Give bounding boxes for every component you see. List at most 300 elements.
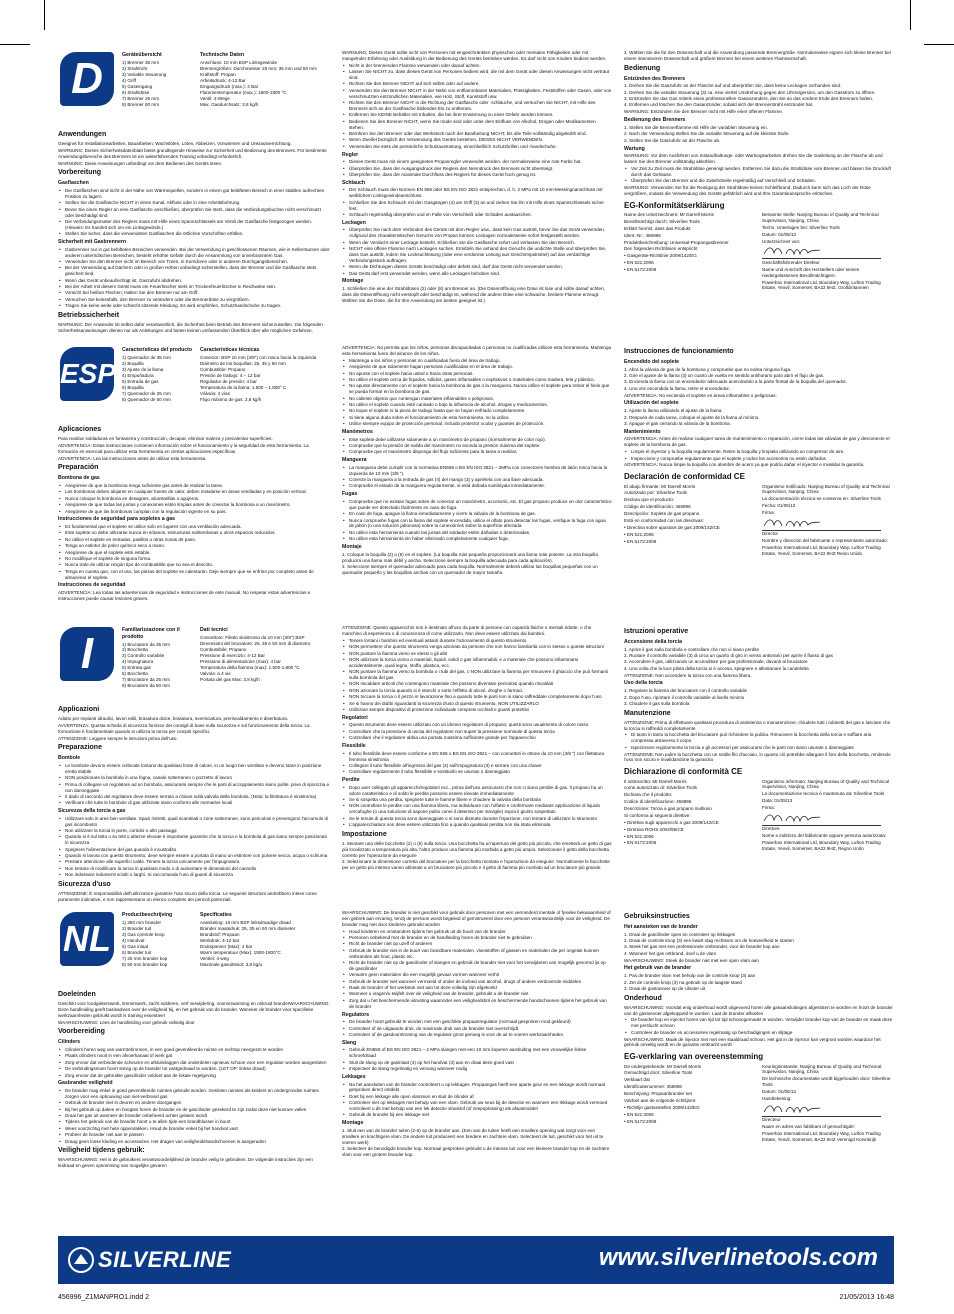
list-item: • Gebruik de brander bij een lekkage niet (342, 1112, 612, 1118)
list-item: • Compruebe que la presión de salida del manómetro no exceda la presión máxima del soplete. (342, 443, 612, 449)
item-entry: 4) Handvat (122, 937, 145, 943)
language-badge: ESP (60, 347, 114, 401)
section-heading: Applicazioni (58, 706, 100, 713)
spec-entry: Flammentemperatur (max.): 1500-1800 °C (200, 89, 287, 95)
spec-entry: Anschluss: 10 mm BSP Linksgewinde (200, 59, 278, 65)
list-item: • Controleer of de gasdoorstroming van de regulator groot genoeg is voor de uit te voeren werkzaamheden (342, 1032, 612, 1038)
spec-entry: Temperatura della fiamma (max): 1.500-1.800 °C (200, 664, 300, 670)
declaration-line: Verklaart dat (624, 1077, 650, 1083)
declaration-grid (624, 779, 894, 853)
bullet-list (342, 159, 612, 178)
item-entry: 2) Strahlrohr (122, 65, 148, 71)
list-item: • Überprüfen Sie, dass der maximale Durchfluss des Reglers für dieses Gerät hoch genug ist. (342, 172, 612, 178)
list-item: • Wenn das Gerät unbeaufsichtigt ist, Gaszufuhr abdrehen. (58, 278, 330, 284)
list-item: • Zorg ervoor dat de gebruikte gascilinder voldoet aan de lokale regelgeving (58, 1073, 330, 1079)
list-item: • Verwenden Sie den Brenner NICHT in der Nähe von entflammbaren Materialien, Flüssigkeiten, Feststoffen oder Gasen, oder von verschmutzten entzündlichen Materialien, wie Holz, Stoff, Kunststoff usw. (342, 88, 612, 100)
list-item: • Limpie el inyector y la boquilla regularmente. Retire la boquilla y limpiela utilizando un compresor de aire. (624, 449, 894, 455)
bullet-list (342, 1082, 612, 1119)
subsection-heading: Wartung (624, 145, 645, 152)
list-item: • Bij het gebruik op daken en hoogtes horen de brander en de gascilinder gezekerd te zijn zodat deze niet kunnen vallen (58, 1107, 330, 1113)
paragraph: Adatto per impianti idraulici, lavori edili, brasatura dolce, brasatura, sverniciatura, preriscaldamento e diserbatura. (58, 715, 289, 721)
silverline-logo-icon (68, 1247, 94, 1273)
list-item: • Non utilizzare la torcia in porte, corridoi o altri passaggi (58, 828, 330, 834)
list-item: • Prestare attenzione alle superfici calde. Tenere la torcia unicamente per l'impugnatura (58, 859, 330, 865)
list-item: • Richt de brander niet op uzelf of anderen (342, 941, 612, 947)
subsection-heading: Slang (342, 1039, 357, 1046)
declaration-line: • EN 5172:2006 (624, 1118, 657, 1124)
item-entry: 4) Impugnatura (122, 659, 154, 665)
paragraph: Geschikt voor loodgieterswerk, timmerwerk, zacht solderen, verf verwijdering, voorverwarming en onkruid branderWAARSCHUWING: Deze handleiding geeft basisadvies over de veiligheid bij, en het gebruik van de brander. Wanneer de brander voor specifieke werkzaamheden gebruikt wordt is training essentieel (58, 1000, 330, 1018)
section-nl (58, 910, 894, 1228)
declaration-line: Firma: (762, 510, 776, 516)
list-item: • Richten Sie den Brenner NICHT auf sich selbst oder auf andere. (342, 81, 612, 87)
declaration-line: • EN 521:2006 (624, 1111, 654, 1117)
bullet-list (624, 732, 894, 750)
section-heading: Preparazione (58, 744, 102, 752)
declaration-right (762, 484, 894, 558)
paragraph: WAARSCHUWING: Het is de gebruikers verantwoordelijkheid de brander veilig te gebruiken. De volgende instructies zijn een leidraad en geven opsomming van mogelijke gevaren (58, 1157, 313, 1169)
paragraph: ADVERTENCIA: No permita que los niños, personas discapacitadas o personas no cualificadas utilicen esta herramienta. Mantenga esta herramienta fuera del alcance de los niños. (342, 345, 612, 356)
item-entry: 1) Bruciatore da 35 mm (122, 641, 170, 647)
bullet-list (342, 785, 612, 828)
list-item: 4. Entfernen und löschen Sie den Gasanzünder, sobald sich der Brennerstrahl entzündet hat. (624, 102, 814, 108)
bullet-list (342, 437, 612, 456)
declaration-line: Name des Unterzeichners: Mr Darrell Morris (624, 212, 714, 218)
subsection-heading: Gasflaschen (58, 180, 89, 187)
spec-entry: Drukspanner (Max): 4 bar (200, 943, 253, 949)
list-item: • Verwenden Sie den Brenner nicht im Bereich von Türen, in Korridoren oder in anderen Durchgangsbereichen. (58, 259, 330, 265)
numbered-list (624, 647, 894, 672)
subsection-heading: Instrucciones de seguridad (58, 582, 126, 589)
list-item: 4. Wanneer het gas ontbrand, doof u de vlam (624, 950, 717, 956)
spec-entry: Max. Gasdurchsatz: 3,8 kg/h (200, 101, 259, 107)
item-entry: 5) Gas inlaat (122, 943, 149, 949)
declaration-line: • EN 521:2006 (624, 260, 654, 266)
numbered-list (342, 552, 612, 576)
list-item: • Der Schlauch muss den Normen EN 559 oder BS EN ISO 3821 entsprechen, d. h. 2 MPa mit 10 mm-Messingnanschluss mit weiblichem Linksgewindeanschluss. (342, 187, 612, 199)
list-item: • Non indossare indumenti sciolti o larghi. Si raccomanda l'uso di guanti di sicurezza (58, 872, 330, 878)
declaration-line: Name und Anschrift des Herstellers oder seines niedergelassenen Bevollmächtigten: (762, 266, 860, 278)
declaration-line: Powerbox International Ltd, Boundary Way, Lufton Trading Estate, Yeovil, Somerset, BA22 8HZ, Großbritannien (762, 279, 881, 291)
list-item: • Richten Sie den Brenner NICHT in die Richtung der Gasflasche oder -schläuche, und versuchen Sie NICHT, mit Hilfe des Brenners sich an der Gasflasche bildendes Eis zu entfernen. (342, 100, 612, 112)
product-items (122, 52, 196, 108)
product-items (122, 912, 196, 968)
declaration-line: De technische documentatie wordt bijgehouden door: Silverline Tools (762, 1076, 891, 1088)
list-item: • Lassen Sie NICHT zu, dass dieses Gerät von Personen bedient wird, die mit dem Gerät oder diesen Anweisungen nicht vertraut sind. (342, 69, 612, 81)
subsection-heading: Schlauch (342, 179, 366, 186)
language-badge: NL (60, 912, 114, 966)
section-heading: Veiligheid tijdens gebruik: (58, 1147, 145, 1155)
declaration-line: Handtekening: (762, 1095, 792, 1101)
spec-entry: Combustibile: Propano (200, 646, 247, 652)
bullet-list (624, 1017, 894, 1035)
item-entry: 8) Bruciatore da 50 mm (122, 683, 170, 689)
list-item: • Gebruik de brander niet in deuren en andere doorgangen (58, 1100, 330, 1106)
subsection-heading: Manómetros (342, 428, 373, 435)
list-item: • Este soplete no debe utilizarse nunca en sótanos, estructuras subterráneas u otros espacios reducidos. (58, 530, 330, 536)
list-item: 4. Una volta che la luce pilota della torcia si è accesa, spegnere e allontanare la candeletta (624, 665, 809, 671)
spec-entry: Regulador de presión: 4 bar (200, 378, 257, 384)
list-item: • Controllare che la pressione di uscita del regolatore non superi la pressione nominale di questa torcia (342, 729, 612, 735)
list-item: 1. Regolare la fiamma del bruciatore con il controllo variabile (624, 688, 748, 694)
list-item: 2. Dopo l'uso, riportare il controllo variabile al livello minimo (624, 694, 745, 700)
bullet-list (342, 499, 612, 542)
column-3 (624, 345, 894, 620)
bullet-list (342, 358, 612, 427)
list-item: 2. Ruotare il controllo variabile (3) di circa un quarto di giro in senso antiorario per aprire il flusso di gas (624, 652, 833, 658)
list-item: • No modifique el soplete de ninguna forma. (58, 556, 330, 562)
bullet-list (624, 166, 894, 184)
subsection-heading: Regolatori (342, 714, 368, 721)
paragraph: ADVERTENCIA: Estas instrucciones contienen información sobre el funcionamiento y la seguridad de esta herramienta. La formación es esencial para utilizar esta herramienta en ciertas aplicaciones específicas. (58, 442, 309, 454)
spec-entry: Dimensioni del bruciatore: 25, 35 e 50 mm di diametro (200, 640, 311, 646)
paragraph: WAARSCHUWING: De brander is niet geschikt voor gebruik door personen met een verminderd mentale of fysieke bekwaamheid of een gebrek aan ervaring, tenzij de persoon wordt begeleid of geïnstrueerd door een persoon verantwoordelijk voor de veiligheid. De brander mag niet door kinderen gebruikt worden (342, 910, 611, 927)
spec-entry: Maximale gasuitstoot: 3,8 kg/u (200, 961, 263, 967)
specifications (200, 52, 328, 108)
list-item: • Berühren Sie den Brenner oder das Werkstück nach der Bearbeitung NICHT, bis alle Teile vollständig abgekühlt sind. (342, 131, 612, 137)
bullet-list (342, 751, 612, 776)
list-item: • Cilinders horen weg van warmtebronnen, in een goed geventileerde ruimte en rechtop neergezet te worden (58, 1047, 330, 1053)
list-item: • Ispezionare regolarmente la torcia e gli accessori per assicurarsi che le parti non siano usurate o danneggiate (624, 745, 894, 751)
declaration-left (624, 212, 756, 292)
signature-rule (762, 258, 881, 259)
declaration-line: Código de identificación: 456996 (624, 504, 691, 510)
spec-entry: Kraftstoff: Propan (200, 71, 236, 77)
items-title: Productbeschrijving (122, 912, 173, 918)
numbered-list (624, 367, 894, 392)
subsection-heading: Bedienung des Brenners (624, 117, 686, 124)
paragraph: WAARSCHUWING: Maak de injector niet met een staaldraad schoon. Het gat in de injector kan vergroot worden waardoor het gebruik onveilig wordt en de garantie ontkracht wordt (624, 1036, 881, 1048)
declaration-line: Nome e indirizzo del fabbricante oppure persona autorizzata: (762, 833, 887, 839)
list-item: • Utilizzare sempre dispositivi di protezione individuale compresi occhiali e guanti protettivi (342, 707, 612, 713)
subsection-heading: Sicherheit mit Gasbrennern (58, 239, 127, 246)
list-item: • En caso de fuga, apague la llama inmediatamente y cierre la válvula de la bombona de gas. (342, 511, 612, 517)
declaration-line: Voldoet aan de volgende richtlijnen: (624, 1097, 697, 1103)
item-entry: 7) 25 mm brander kop (122, 955, 168, 961)
declaration-line: Descrizione: Torcia a gas propano multiuso (624, 806, 712, 812)
bullet-list (342, 187, 612, 217)
declaration-line: come autorizzato di: Silverline Tools (624, 785, 697, 791)
list-item: 1. Ajuste la llama utilizando el ajuste de la llama. (624, 408, 723, 414)
subsection-heading: Encendido del soplete (624, 358, 680, 365)
column-1 (58, 625, 330, 905)
spec-entry: Werkdruk: 4-12 bar (200, 937, 240, 943)
item-entry: 6) Brander tuit (122, 949, 152, 955)
list-item: 2. Wählen Sie die für den Düsenschaft und die Anwendung passende Brennergröße. Normalerweise eignen sich kleine Brenner bei einem intensiveren Düsenschaft und größere Brenner bei einem weiteren Flammenschaft. (624, 50, 891, 61)
list-item: • No apunte directamente con el soplete hacia la bombona de gas o la manguera. Nunca utilice el soplete para retirar el hielo que se pueda formar en la bombona de gas. (342, 383, 612, 395)
declaration-line: • EN 521:2006 (624, 531, 654, 537)
list-item: 3. Chiudere il gas sulla bombola (624, 700, 690, 706)
paragraph: ATTENZIONE: Non pulire la bocchetta con un sottile filo d'acciaio, in quanto ciò potrebbe allargare il foro della bocchetta, rendendo l'uso non sicuro e invalidandone la garanzia (624, 751, 891, 763)
list-item: • Bei der Verwendung auf Dächern oder in großen Höhen unbedingt sicherstellen, dass der Brenner und die Gasflasche stets gesichert sind. (58, 265, 330, 277)
list-item: • Bevor Sie einen Regler an eine Gasflasche anschließen, überprüfen Sie stets, dass die Verbindungsbuchse nicht verschmutzt oder beschädigt sind. (58, 207, 330, 219)
list-item: • Verwenden Sie stets die persönliche Schutzausrüstung, einschließlich Schutzbrillen und -handschuhe. (342, 144, 612, 150)
paragraph: WARNUNG: Der Anwender ist selbst dafür verantwortlich, die Sicherheit beim Betrieb des Brenners sicherzustellen. Die folgenden Sicherheitsanweisungen dienen nur als Anleitungen und bieten keinen umfassenden Überblick über alle möglichen Gefahren. (58, 321, 323, 333)
bullet-list (342, 227, 612, 276)
bullet-list (58, 816, 330, 878)
list-item: • Si tiene alguna duda sobre el funcionamiento de esta herramienta, no la utilice. (342, 415, 612, 421)
bullet-list (342, 638, 612, 713)
signature (762, 245, 894, 257)
list-item: • Wees voorzichtig met hete oppervlakken. Houd de brander enkel bij het handvat vast (58, 1126, 330, 1132)
bullet-list (58, 763, 330, 806)
paragraph: Geeignet für Installationsarbeiten, Bauarbeiten, Wachslöten, Löten, Abbeizen, Vorwärmen und Unkrautvernichtung. (58, 140, 292, 146)
declaration-line: Declara que el producto: (624, 497, 675, 503)
declaration-line: Gemachtigd door: Silverline Tools (624, 1070, 693, 1076)
specs-title: Características técnicas (200, 347, 260, 353)
declaration-line: Identificatienummer: 456996 (624, 1084, 682, 1090)
language-badge: I (60, 627, 114, 681)
signature-icon (762, 812, 822, 824)
list-item: • Entfernen Sie KEINE Behälter mit Inhalten, die bei ihrer Erwärmung zu einer Gefahr werden können. (342, 112, 612, 118)
column-1 (58, 50, 330, 340)
declaration-line: Naam en adres van fabrikant of gemachtigde: (762, 1124, 855, 1130)
list-item: • Versuchen Sie keinesfalls, den Brenner zu verändern oder die Brennerdüse zu vergrößern. (58, 297, 330, 303)
website-url[interactable]: www.silverlinetools.com (598, 1244, 878, 1271)
list-item: 3. Accendere il gas, utilizzando un accenditore per gas professionale, davanti al bruciatore (624, 659, 808, 665)
subsection-heading: Manguera (342, 457, 367, 464)
list-item: • No utilice el soplete cuando esté cansado o bajo la influencia de alcohol, drogas y medicamentos. (342, 402, 612, 408)
list-item: • NON controllare le perdite con una fiamma libera, ma individuare con l'olfatto e confermare mediante applicazione di liquido cercafughe (o una soluzione di sapone pulito come il detersivo per stoviglie) sopra il giunto sospettato (342, 803, 612, 815)
list-item: 3. Stellen Sie die Gaszufuhr an der Flasche ab. (624, 137, 721, 143)
numbered-list (624, 688, 894, 707)
list-item: • Utilice siempre equipo de protección personal, incluido protector ocular y guantes de protección. (342, 421, 612, 427)
list-item: • Asegúrese de que el soplete esté estable. (58, 550, 330, 556)
list-item: • Die Verbindungsmutter des Reglers muss mit Hilfe eines Spannschlüssels am Ventil der Gasflasche festgezogen werden. (Hinweis: Es handelt sich um ein Linksgewinde.) (58, 219, 330, 231)
language-badge: D (60, 52, 114, 106)
section-heading: Betriebssicherheit (58, 311, 120, 319)
list-item: 2. Zet de controle knop (3) na gebruik op de laagste stand (624, 979, 742, 985)
column-2 (342, 50, 612, 340)
paragraph: ATTENZIONE: È responsabilità dell'utilizzatore garantire l'uso sicuro della torcia. Le seguenti istruzioni andrebbero intese come puramente indicative, e non rappresentano un elenco completo dei pericoli potenziali. (58, 891, 317, 902)
declaration-line: Organismo notificado: Nanjing Bureau of Quality and Technical Supervision, Nanjing, China (762, 483, 890, 495)
list-item: 1. Montare una delle bocchette (2) o (6) sulla torcia. Una bocchetta ha un'apertura del getto più piccola, che emetterà un getto di gas più localizzato a temperatura più alta, l'altro produce una fiamma più morbida a getto più ampio. Selezionare il getto della bocchetta corretto per l'operazione da eseguire (342, 840, 612, 858)
numbered-list (624, 973, 894, 992)
list-item: • Probeer de brander niet aan te passen (58, 1132, 330, 1138)
item-entry: 3) Ajuste de la llama (122, 366, 164, 372)
list-item: 1. Stellen Sie die Brennerflamme mit Hilfe der variablen Steuerung ein. (624, 124, 769, 130)
list-item: • Wenn die Dichtungen dieses Geräts beschädigt oder defekt sind, darf das Gerät nicht verwendet werden. (342, 264, 612, 270)
declaration-line: • Directiva sobre aparatos de gas 2009/142/CE (624, 524, 720, 530)
spec-entry: Aansluiting: 10 mm BSP linksdraadige draad (200, 919, 291, 925)
list-item: 2. Gire el ajuste de la llama (3) un cuarto de vuelta en sentido antihorario para abrir el flujo de gas. (624, 372, 825, 378)
list-item: • Dieses Gerät muss mit einem geeigneten Propanregler verwendet werden, der normalerweise eine rote Farbe hat. (342, 159, 612, 165)
specifications (200, 347, 328, 403)
file-slug: 456996_Z1MANPRO1.indd 2 (58, 1294, 150, 1301)
subsection-heading: Instrucciones de seguridad para sopletes a gas (58, 516, 176, 523)
paragraph: WARNUNG: Vor dem Ausführen von Instandhaltungs- oder Wartungsarbeiten drehen Sie die Gasleitung an der Flasche ab und lassen Sie den Brenner vollständig abkühlen. (624, 153, 883, 165)
section-heading: Manutenzione (624, 709, 671, 717)
paragraph: ADVERTENCIA: No encienda el soplete en áreas inflamables o peligrosas. (624, 392, 777, 398)
list-item: • Houd kinderen en omstanders tijdens het gebruik uit de buurt van de brander (342, 929, 612, 935)
spec-entry: Válvula: 4 vías (200, 390, 230, 396)
list-item: • Nicht in der brennenden Flamme verwenden oder darauf achten. (342, 63, 612, 69)
list-item: • Collegare il tubo flessibile all'ingresso del gas (4) sull'impugnatura (3) e serrare con una chiave (342, 763, 612, 769)
item-entry: 7) Bruciatore da 25 mm (122, 677, 170, 683)
item-entry: 3) Variable Steuerung (122, 71, 167, 77)
section-heading: Bedienung (624, 64, 661, 72)
logo-text: SILVERLINE (98, 1247, 232, 1272)
section-heading: Gebruiksinstructies (624, 913, 690, 920)
declaration-grid (624, 1064, 894, 1144)
list-item: • Controllare che il regolatore abbia una portata massima sufficiente grande per l'apparecchio (342, 735, 612, 741)
list-item: • Es fundamental que el soplete se utilice solo en lugares con una ventilación adecuada. (58, 524, 330, 530)
print-timestamp: 21/05/2013 16:48 (839, 1294, 894, 1301)
declaration-line: Powerbox International Ltd, Boundary Way, Lufton Trading Estate, Yeovil, Somerset, BA22 8HZ Verenigd Koninkrijk (762, 1131, 881, 1142)
list-item: • De verbindingsmoer hoort stevig op de brander tot vastgedraaid te worden. (LET OP: linkse draad) (58, 1066, 330, 1072)
list-item: 3. Steek het gas met een professionele ontbrander, voor de brander kop aan (624, 944, 780, 950)
list-item: • Na het aansluiten van de brander controleert u op lekkages. Propaangas heeft een aparte geur en een lekkage wordt normaal gesproken direct ontdekt (342, 1082, 612, 1094)
list-item: • Compruebe que no existan fugas antes de conectar un manómetro, accesorio, etc. El gas propano produce un olor característico que puede ser detectado fácilmente en caso de fuga. (342, 499, 612, 511)
list-item: • NON permettere che questo strumento venga azionato da persone che non hanno familiarità con lo stesso o queste istruzioni (342, 644, 612, 650)
spec-entry: Temperatura de la llama: 1.500 – 1.800° C (200, 384, 287, 390)
list-item: 1. Drehen Sie die Gaszufuhr an der Flasche auf und überprüfen Sie, dass keine Leckagen vorhanden sind. (624, 83, 842, 89)
declaration (624, 1052, 894, 1143)
list-item: • Vor Zeit zu Zeit muss die Strahldüse gereinigt werden. Entfernen Sie dazu die Strahldüse vom Brenner und blasen Sie Druckluft durch das Gehäuse. (624, 166, 894, 178)
list-item: • Tragen Sie keine weite oder schlecht sitzende Kleidung. Es wird empfohlen, Schutzhandschuhe zu tragen. (58, 303, 330, 309)
declaration-line: • EN 5172:2006 (624, 267, 657, 273)
bullet-list (58, 524, 330, 580)
section-heading: Preparación (58, 464, 99, 472)
bullet-list (342, 929, 612, 1010)
subsection-heading: Lekkages (342, 1073, 366, 1080)
section-d (58, 50, 894, 340)
spec-entry: Brennergrößen: Durchmesser 25 mm; 35 mm und 50 mm (200, 65, 317, 71)
list-item: • Gebruik de brander niet wanneer vermoeid of onder de invloed van alcohol, drugs of andere verdovende middelen (342, 979, 612, 985)
bullet-list (58, 247, 330, 309)
list-item: • Richt de brander niet op de gascilinder of slangen en gebruik de brander niet voor het verwijderen van mogelijk gevormd ijs op de gascilinder (342, 960, 612, 972)
subsection-heading: Het gebruik van de brander (624, 965, 692, 972)
list-item: • Tenere lontani i bambini ed eventuali astanti durante l'azionamento di questo strumento (342, 638, 612, 644)
item-entry: 4) Griff (122, 77, 136, 83)
list-item: • Se si sospetta una perdita, spegnere tutte le fiamme libere e chiudere la valvola della bombola (342, 797, 612, 803)
list-item: • Bedienen Sie den Brenner NICHT, wenn Sie müde sind oder unter dem Einfluss von Alkohol, Drogen oder Medikamenten stehen. (342, 119, 612, 131)
spec-entry: Pressione di alimentazione (max): 4 bar (200, 658, 281, 664)
list-item: • Se si hanno dei dubbi riguardanti la sicurezza d'uso di questo strumento, NON UTILIZZARLO (342, 701, 612, 707)
spec-entry: Valvola: a 4 vie (200, 670, 231, 676)
list-item: • Überprüfen Sie, dass der Ausgangsdruck des Reglers den Nenndruck des Brenners nicht übersteigt. (342, 166, 612, 172)
list-item: • Nunca compruebe fugas con la llama del soplete encendida, utilice el olfato para detectar las fugas, verifique la fuga con agua de jabón (o una solución jabonosa) sobre la conexión/es sobre la superficie afectada. (342, 518, 612, 530)
item-entry: 2) Bocchetta (122, 647, 148, 653)
declaration-line: La documentazione tecnica è mantenuta da: Silverline Tools (762, 791, 885, 797)
subsection-heading: Fugas (342, 491, 358, 498)
silverline-logo (68, 1246, 231, 1274)
list-item: 1. Abra la válvula de gas de la bombona y compruebe que no exista ninguna fuga. (624, 366, 792, 372)
list-item: 2. Draai de controle knop (3) een kwart slag rechtsom om de hoeveelheid te starten (624, 937, 794, 943)
signature-icon (762, 1103, 822, 1115)
list-item: • Gasbrenner nur in gut belüfteten Bereichen verwenden. Bei der Verwendung in geschlossenen Räumen, wie in Kellerräumen oder anderen unterirdischen Bereichen, besteht erhöhte Gefahr durch die Ansammlung von unverbranntem Gas. (58, 247, 330, 259)
subsection-heading: Regulators (342, 1011, 370, 1018)
paragraph: WAARSCHUWING: Voordat enig onderhoud wordt uitgevoerd horen alle gasaansluitingen afgesloten te worden en hoort de brander van de gastoevoer afgekoppeld te worden. Laat de brander afkoelen (624, 1004, 893, 1016)
list-item: • Tijdens het gebruik van de brander hoort u te allen tijde een brandblusser in buurt (58, 1119, 330, 1125)
subsection-heading: Sicurezza della torcia a gas (58, 808, 126, 815)
spec-entry: Portata del gas Max: 3,8 kg/h (200, 676, 260, 682)
list-item: 1. Sluit een van de brander tuiten (2-6) op de brander aan. (Een van de tuiten heeft een smallere opening wat zorgt voor een smallere en krachtigere vlam. De andere tuit produceert een bredere en zachtere vlam. Selecteert de tuit, geschikt voor het uit te voeren werk) (342, 1128, 604, 1145)
declaration-line: El abajo firmante: Mr Darrell Morris (624, 483, 696, 489)
list-item: • La manguera debe cumplir con la normativa EN559 o BS EN ISO 3821 – 2MPa con conectores hembra de latón rosca hacia la izquierda de 10 mm (3/8 "). (342, 465, 612, 477)
subsection-heading: Leckagen (342, 219, 366, 226)
list-item: • L'apparecchiatura non deve essere utilizzata fino a quando qualsiasi perdita non sia stata eliminata (342, 822, 612, 828)
numbered-list (624, 83, 894, 108)
declaration-line: • Direttiva sugli apparecchi a gas 2009/142/CE (624, 819, 719, 825)
declaration-line: Techn. Unterlagen bei: Silverline Tools (762, 224, 840, 230)
declaration-line: • EN 521:2006 (624, 833, 654, 839)
paragraph: ATTENZIONE: Prima di effettuare qualsiasi procedura di assistenza o manutenzione, chiudere tutti i rubinetti del gas e lasciare che la torcia si raffreddi completamente (624, 719, 891, 731)
numbered-list (342, 841, 612, 871)
footer-banner (58, 1236, 894, 1284)
declaration-line: Firma: (762, 805, 776, 811)
signature-icon (762, 517, 822, 529)
numbered-list (342, 286, 612, 304)
list-item: • Este soplete debe utilizarse solamente a un manómetro de propano (normalmente de color rojo). (342, 437, 612, 443)
declaration-line: • Gasgeräte-Richtlinie 2009/142/EG (624, 253, 697, 259)
column-2 (342, 910, 612, 1228)
item-entry: 5) Entrada de gas (122, 378, 159, 384)
subsection-heading: Bombole (58, 755, 81, 762)
list-item: 3. Encienda la llama con un encendedor adecuado acercándolo a la parte frontal de la boquilla del quemador. (624, 379, 847, 385)
item-entry: 2) Boquilla (122, 360, 144, 366)
list-item: • Das Gerät darf erst verwendet werden, wenn alle Leckagen behoben sind. (342, 271, 612, 277)
declaration-line: Benannte Stelle: Nanjing Bureau of Quality and Technical Supervision, Nanjing, China (762, 212, 879, 223)
item-entry: 6) Bocchetta (122, 671, 148, 677)
list-item: • Gebruik de brander niet in de buurt van brandbare materialen, vloeistoffen of gassen en materialen die per ongeluk kunnen ontbranden als hout, plastic etc. (342, 948, 612, 960)
declaration-line: • Direttiva ROHS 2002/95/CE (624, 826, 684, 832)
column-2 (342, 625, 612, 905)
spec-entry: Presión de trabajo: 4 – 12 bar (200, 372, 261, 378)
list-item: • Asegúrese de que las bombonas cumplan con la regulación vigente en su país. (58, 509, 330, 515)
items-title: Características del producto (122, 347, 193, 353)
declaration-line: Director (762, 531, 779, 537)
list-item: 1. Schließen Sie eine der Strahldüsen (2) oder (8) am Brenner an. (Die Düsenöffnung eine Düse ist lose und sollte darauf achten, dass die Düsenöffnung nicht verstopft oder beschädigt ist, während die andere Düse eine schwache, breitere Flamme erzeugt. Wählen Sie die Düse, die für Ihre Anwendung am besten geeignet ist.) (342, 286, 605, 303)
spec-entry: Ventil: 4-Wege (200, 95, 230, 101)
section-heading: Sicurezza d'uso (58, 881, 111, 889)
column-3 (624, 625, 894, 905)
declaration-line: Directeur (762, 1117, 781, 1123)
specifications (200, 912, 328, 968)
list-item: • Überprüfen Sie nach dem Verbinden des Geräts mit dem Regler usw., dass kein Gas austritt, bevor Sie das Gerät verwenden. Aufgrund des charakteristischen Geruchs von Propan können Leckagen normalerweise sofort festgestellt werden. (342, 227, 612, 239)
section-heading: Doeleinden (58, 991, 96, 998)
item-entry: 8) Brenner 50 mm (122, 101, 160, 107)
list-item: • Di tanto in tanto la bocchetta del bruciatore può richiedere la pulizia. Rimuovere la bocchetta della torcia e soffiare aria compressa attraverso il corpo (624, 732, 894, 744)
specs-title: Technische Daten (200, 52, 245, 58)
list-item: • Draai het gas uit wanneer de brander onbeheerd achter gelaten wordt (58, 1113, 330, 1119)
column-3 (624, 910, 894, 1228)
item-entry: 8) Quemador de 50 mm (122, 396, 171, 402)
list-item: • Nunca coloque la bombona en desagües, alcantarillas o agujeros. (58, 496, 330, 502)
declaration-line: Datum: 01/05/13 (762, 231, 796, 237)
list-item: • Gebruik EN559 of BS EN ISO 3821 – 2 MPa slangen met een 10 mm koperen aansluiting met een vrouwelijke linkse schroefdraad (342, 1047, 612, 1059)
list-item: 2. Seleccione siempre el quemador adecuado para cada boquilla. Normalmente deberá utilizar las boquillas pequeñas con un quemador pequeño y las boquillas anchas con un quemador de mayor tamaño. (342, 564, 598, 575)
paragraph: WARNUNG: Entzünden Sie den Brenner nicht mit Hilfe einer offenen Flamme. (624, 109, 784, 115)
subsection-heading: Montage (342, 278, 364, 285)
signature (762, 812, 894, 824)
section-heading: Voorbereiding (58, 1028, 105, 1036)
item-entry: 1) Quemador de 35 mm (122, 354, 171, 360)
paragraph: WAARSCHUWING: Lees de handleiding voor gebruik volledig door (58, 1019, 195, 1025)
declaration-left (624, 779, 756, 853)
column-3 (624, 50, 894, 340)
subsection-heading: Bombona de gas (58, 475, 100, 482)
list-item: • Quando si lavora con questo strumento, deve sempre essere a portata di mano un estintore con polvere secca, acqua o schiuma (58, 853, 330, 859)
declaration (624, 767, 894, 853)
item-entry: 7) Brenner 25 mm (122, 95, 160, 101)
declaration-title: Declaración de conformidad CE (624, 472, 745, 482)
list-item: • Sluit de slang op de gasinlaat (4) op het handvat (3) aan en draai deze goed vast (342, 1060, 612, 1066)
column-1-text (58, 988, 330, 1170)
list-item: • De brander kop en injector horen van tijd tot tijd schoongemaakt te worden. Verwijder brander kop van de brander en maak deze met perslucht schoon (624, 1017, 894, 1029)
paragraph: AVVERTENZA: Questa scheda di sicurezza fornisce dei consigli di base sulla sicurezza e sul funzionamento della torcia. La formazione è fondamentale quando si utilizza la torcia per compiti specifici. (58, 722, 310, 734)
declaration-line: Powerbox International Ltd, Boundary Way, Lufton Trading Estate, Yeovil, Somerset, BA22 8HZ, Regno Unito (762, 840, 881, 852)
